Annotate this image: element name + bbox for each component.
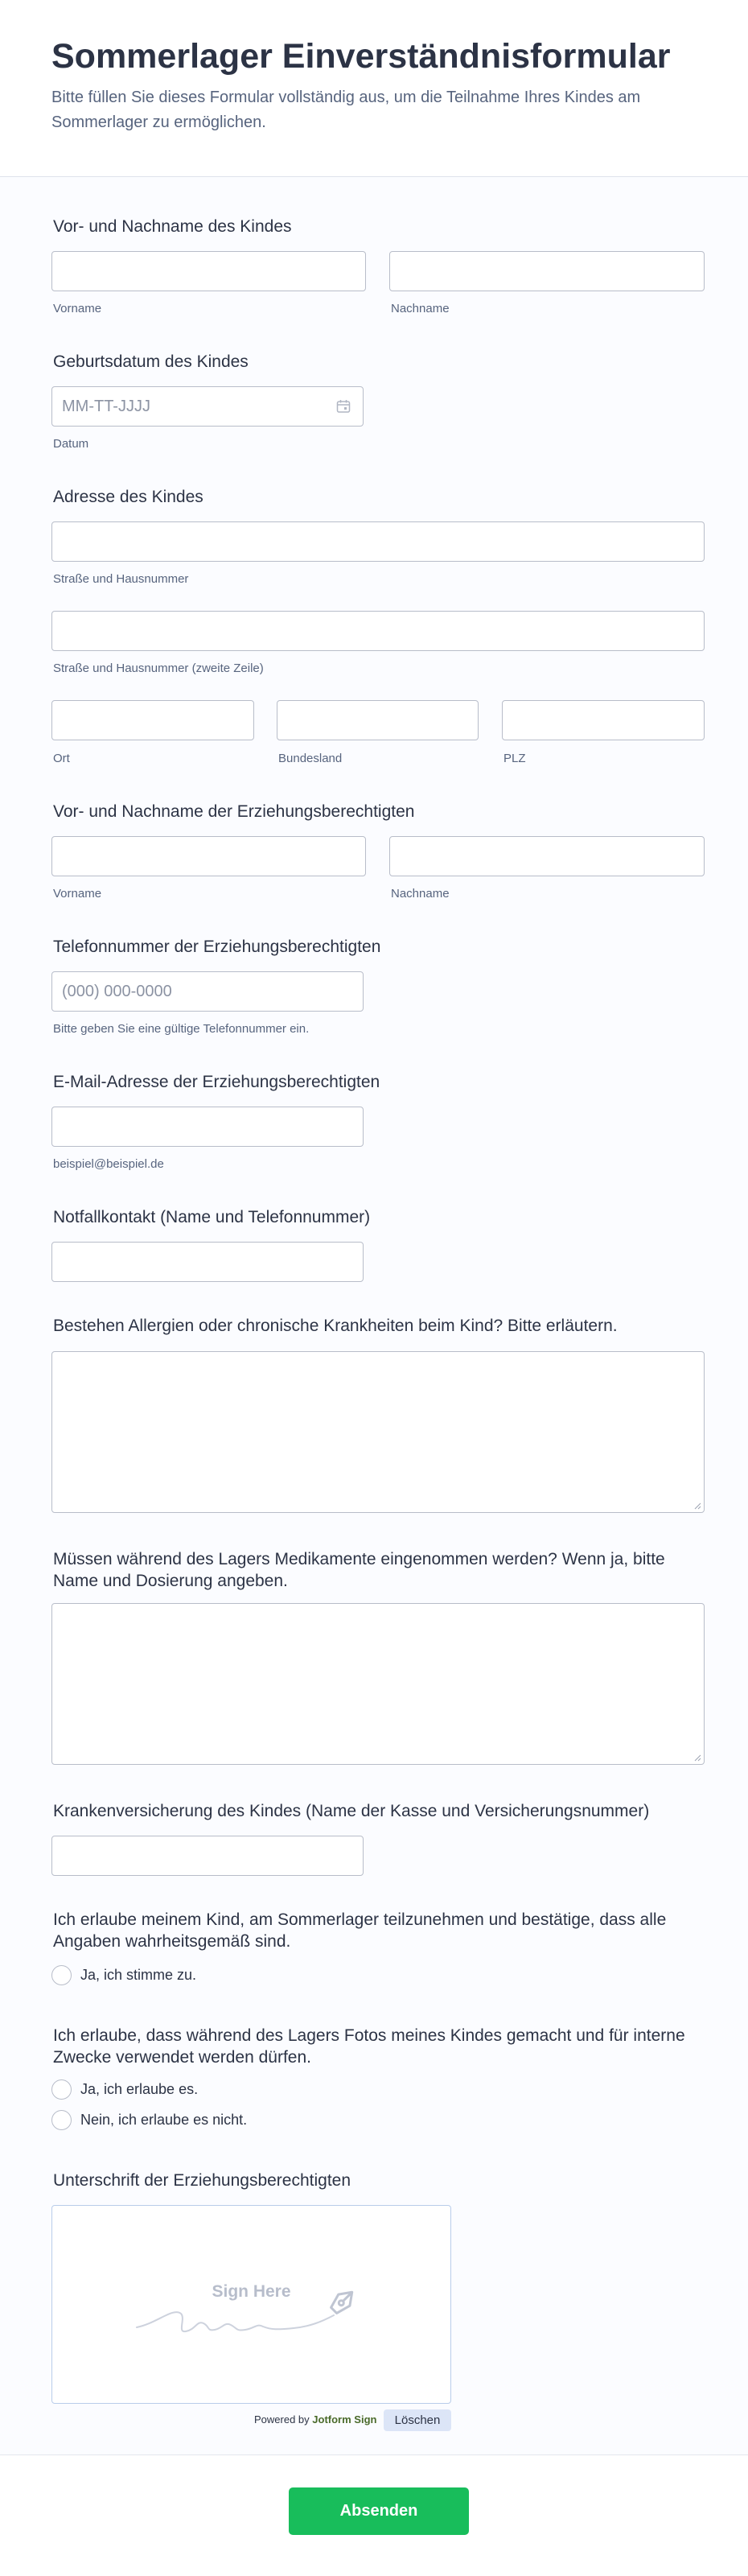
child-last-name-input[interactable] xyxy=(389,251,705,291)
photos-option-no-label: Nein, ich erlaube es nicht. xyxy=(80,2112,248,2128)
form-title: Sommerlager Einverständnisformular xyxy=(51,37,671,76)
street-sublabel: Straße und Hausnummer xyxy=(53,572,189,586)
medication-textarea[interactable] xyxy=(51,1603,705,1765)
street2-input[interactable] xyxy=(51,611,705,651)
email-sublabel: beispiel@beispiel.de xyxy=(53,1157,164,1171)
birthdate-sublabel: Datum xyxy=(53,437,89,451)
city-input[interactable] xyxy=(51,700,254,740)
child-last-name-sublabel: Nachname xyxy=(391,302,450,315)
allergies-textarea[interactable] xyxy=(51,1351,705,1513)
guardian-last-name-input[interactable] xyxy=(389,836,705,876)
signature-label: Unterschrift der Erziehungsberechtigten xyxy=(53,2171,351,2190)
guardian-first-name-input[interactable] xyxy=(51,836,366,876)
phone-placeholder: (000) 000-0000 xyxy=(62,982,172,1000)
radio-button[interactable] xyxy=(51,1965,72,1985)
medication-label: Müssen während des Lagers Medikamente eingenommen werden? Wenn ja, bitte Name und Dosierung angeben. xyxy=(53,1550,665,1590)
street2-sublabel: Straße und Hausnummer (zweite Zeile) xyxy=(53,662,264,675)
form-header xyxy=(0,0,748,177)
photos-option-yes[interactable] xyxy=(51,2079,198,2100)
radio-button[interactable] xyxy=(51,2110,72,2130)
birthdate-placeholder: MM-TT-JJJJ xyxy=(62,397,150,415)
state-sublabel: Bundesland xyxy=(278,752,343,765)
email-label: E-Mail-Adresse der Erziehungsberechtigten xyxy=(53,1073,380,1091)
address-label: Adresse des Kindes xyxy=(53,488,203,506)
consent-label: Ich erlaube meinem Kind, am Sommerlager teilzunehmen und bestätige, dass alle Angaben wahrheitsgemäß sind. xyxy=(53,1910,667,1951)
radio-button[interactable] xyxy=(51,2079,72,2100)
photos-option-no[interactable] xyxy=(51,2110,247,2130)
pen-nib-icon xyxy=(323,2283,361,2322)
child-first-name-sublabel: Vorname xyxy=(53,302,102,315)
consent-option-yes[interactable] xyxy=(51,1965,196,1985)
signature-placeholder: Sign Here xyxy=(212,2282,291,2301)
powered-by xyxy=(254,2413,376,2426)
birthdate-input[interactable] xyxy=(51,386,364,427)
guardian-name-label: Vor- und Nachname der Erziehungsberechtigten xyxy=(53,802,415,821)
phone-input[interactable] xyxy=(51,971,364,1012)
submit-button[interactable]: Absenden xyxy=(289,2487,469,2535)
emergency-contact-label: Notfallkontakt (Name und Telefonnummer) xyxy=(53,1208,371,1226)
photos-label: Ich erlaube, dass während des Lagers Fotos meines Kindes gemacht und für interne Zwecke verwendet werden dürfen. xyxy=(53,2026,685,2067)
email-input[interactable] xyxy=(51,1107,364,1147)
child-name-label: Vor- und Nachname des Kindes xyxy=(53,217,292,236)
emergency-contact-input[interactable] xyxy=(51,1242,364,1282)
street-input[interactable] xyxy=(51,521,705,562)
clear-signature-button[interactable]: Löschen xyxy=(384,2409,451,2431)
consent-option-label: Ja, ich stimme zu. xyxy=(80,1967,197,1983)
child-first-name-input[interactable] xyxy=(51,251,366,291)
calendar-icon[interactable] xyxy=(335,398,351,414)
allergies-label: Bestehen Allergien oder chronische Krankheiten beim Kind? Bitte erläutern. xyxy=(53,1317,618,1335)
powered-by-prefix: Powered by xyxy=(254,2413,310,2426)
signature-pad[interactable] xyxy=(51,2205,451,2404)
phone-sublabel: Bitte geben Sie eine gültige Telefonnummer ein. xyxy=(53,1022,310,1036)
zip-input[interactable] xyxy=(502,700,705,740)
zip-sublabel: PLZ xyxy=(503,752,526,765)
guardian-first-name-sublabel: Vorname xyxy=(53,887,102,901)
city-sublabel: Ort xyxy=(53,752,70,765)
birthdate-label: Geburtsdatum des Kindes xyxy=(53,352,249,371)
powered-by-brand: Jotform Sign xyxy=(312,2413,377,2426)
resize-handle-icon[interactable] xyxy=(693,1502,701,1510)
state-input[interactable] xyxy=(277,700,479,740)
form-description: Bitte füllen Sie dieses Formular vollständig aus, um die Teilnahme Ihres Kindes am Sommerlager zu ermöglichen. xyxy=(51,89,641,131)
resize-handle-icon[interactable] xyxy=(693,1754,701,1762)
photos-option-yes-label: Ja, ich erlaube es. xyxy=(80,2081,199,2097)
insurance-label: Krankenversicherung des Kindes (Name der Kasse und Versicherungsnummer) xyxy=(53,1802,650,1820)
insurance-input[interactable] xyxy=(51,1836,364,1876)
guardian-last-name-sublabel: Nachname xyxy=(391,887,450,901)
phone-label: Telefonnummer der Erziehungsberechtigten xyxy=(53,938,381,956)
